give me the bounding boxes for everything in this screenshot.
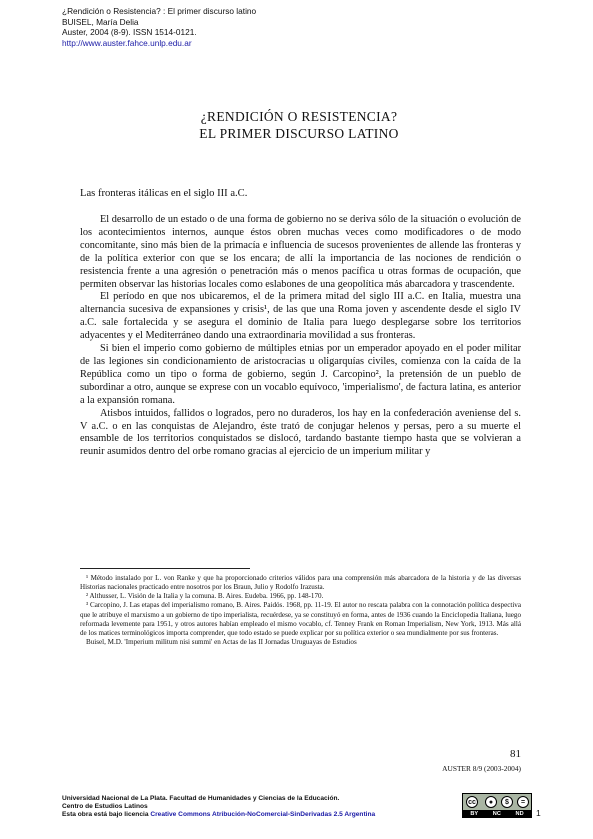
- body-paragraph-3: Si bien el imperio como gobierno de múltiples etnias por un emperador apoyado en el poder militar de las legiones sin condicionamiento de aristocracias u oligarquías civiles, comienza con la caída de la República como un tipo o forma de gobierno, según J. Carcopino², la pretensión de un pueblo de subordinar a otro, aunque se exprese con un vocablo equívoco, 'imperialismo', de factura latina, es anterior a la expansión romana.: [80, 343, 521, 406]
- cc-icon: cc: [466, 796, 478, 808]
- header-url-link[interactable]: http://www.auster.fahce.unlp.edu.ar: [62, 37, 192, 48]
- footnote-4: Buisel, M.D. 'Imperium militum nisi summi' en Actas de las II Jornadas Uruguayas de Estudios: [86, 638, 357, 647]
- body-paragraph-1: El desarrollo de un estado o de una forma de gobierno no se deriva sólo de la situación o evolución de los acontecimientos internos, aunque éstos obren muchas veces como modificadores o de modo concomitante, sino más bien de la primacía e influencia de sucesos provenientes de allende las fronteras y de la política exterior con que se los encara; de allí la importancia de las nociones de rendición o resistencia frente a una agresión o penetración más o menos pacífica u otras formas de ocupación, que permiten observar las historias locales como eslabones de una geopolítica más abarcadora y trascendente.: [80, 214, 521, 290]
- badge-nd-label: ND: [515, 811, 524, 817]
- footnotes: [80, 574, 521, 647]
- header-author: BUISEL, María Delia: [62, 16, 139, 27]
- footer-license-prefix: Esta obra está bajo licencia: [62, 811, 151, 819]
- article-title-line-1: ¿RENDICIÓN O RESISTENCIA?: [200, 109, 398, 124]
- footnote-1: ¹ Método instalado por L. von Ranke y que ha proporcionado criterios válidos para una comprensión más abarcadora de la historia y de las diversas Historias nacionales practicado entre nosotros por los Braun, Julio y Rodolfo Irazusta.: [80, 574, 521, 592]
- header-citation: Auster, 2004 (8-9). ISSN 1514-0121.: [62, 27, 197, 37]
- article-title-line-2: EL PRIMER DISCURSO LATINO: [199, 126, 399, 141]
- noderivatives-icon: =: [517, 796, 529, 808]
- body-paragraph-2: El período en que nos ubicaremos, el de la primera mitad del siglo III a.C. en Italia, muestra una alternancia sucesiva de expansiones y crisis¹, de las que una Roma joven y ascendente desde el siglo IV a.C. sale fortalecida y se asegura el dominio de Italia para luego desplegarse sobre los territorios adyacentes y el Mediterráneo dando una extraordinaria movilidad a sus fronteras.: [80, 291, 521, 342]
- section-heading: Las fronteras itálicas en el siglo III a.C.: [80, 188, 248, 199]
- header-title: ¿Rendición o Resistencia? : El primer discurso latino: [62, 6, 257, 16]
- body-paragraph-4: Atisbos intuidos, fallidos o logrados, pero no duraderos, los hay en la confederación aveniense del s. V a.C. o en las conquistas de Alejandro, éste trató de conjugar helenos y persas, pero a su muerte el ensamble de los territorios conquistados se dislocó, tardando bastante tiempo hasta que se volvieran a reunir asumidos dentro del orbe romano gracias al ejercicio de un imperium militar y: [80, 407, 521, 458]
- footnote-3: ³ Carcopino, J. Las etapas del imperialismo romano, B. Aires. Paidós. 1968, pp. 11-19. El autor no rescata palabra con la connotación política despectiva que le atribuye el marxismo a un gobierno de tipo imperialista, recuérdese, ya se constituyó en forma, antes de 1936 cuando la Enciclopedia Italiana, luego reformada levemente para 1951, y otros autores habían empleado el mismo vocablo, cf. Tenney Frank en Roman Imperialism, New York, 1913. Más allá de los matices terminológicos importa comprender, que todo estado se puede explicar por su política exterior o sea mundialmente por sus fronteras.: [80, 601, 521, 637]
- document-header: [62, 6, 256, 48]
- footer-license-line: [62, 811, 375, 819]
- footer-institution: Universidad Nacional de La Plata. Facultad de Humanidades y Ciencias de la Educación.: [62, 795, 340, 802]
- journal-reference: AUSTER 8/9 (2003-2004): [442, 764, 521, 773]
- cc-badge-band: [463, 810, 531, 818]
- badge-by-label: BY: [470, 811, 479, 817]
- article-body: [80, 214, 521, 459]
- cc-license-badge[interactable]: [462, 793, 532, 818]
- footnote-divider: [80, 568, 250, 569]
- attribution-icon: ●: [485, 796, 497, 808]
- license-footer: [62, 795, 375, 819]
- footer-center: Centro de Estudios Latinos: [62, 803, 148, 811]
- footnote-2: ² Althusser, L. Visión de la Italia y la comuna. B. Aires. Eudeba. 1966, pp. 148-170.: [86, 592, 324, 601]
- badge-nc-label: NC: [492, 811, 501, 817]
- noncommercial-icon: $: [501, 796, 513, 808]
- article-title: [80, 108, 518, 142]
- page-number: 81: [510, 748, 521, 760]
- sheet-number: 1: [536, 808, 541, 818]
- license-link[interactable]: Creative Commons Atribución-NoComercial-SinDerivadas 2.5 Argentina: [150, 811, 376, 819]
